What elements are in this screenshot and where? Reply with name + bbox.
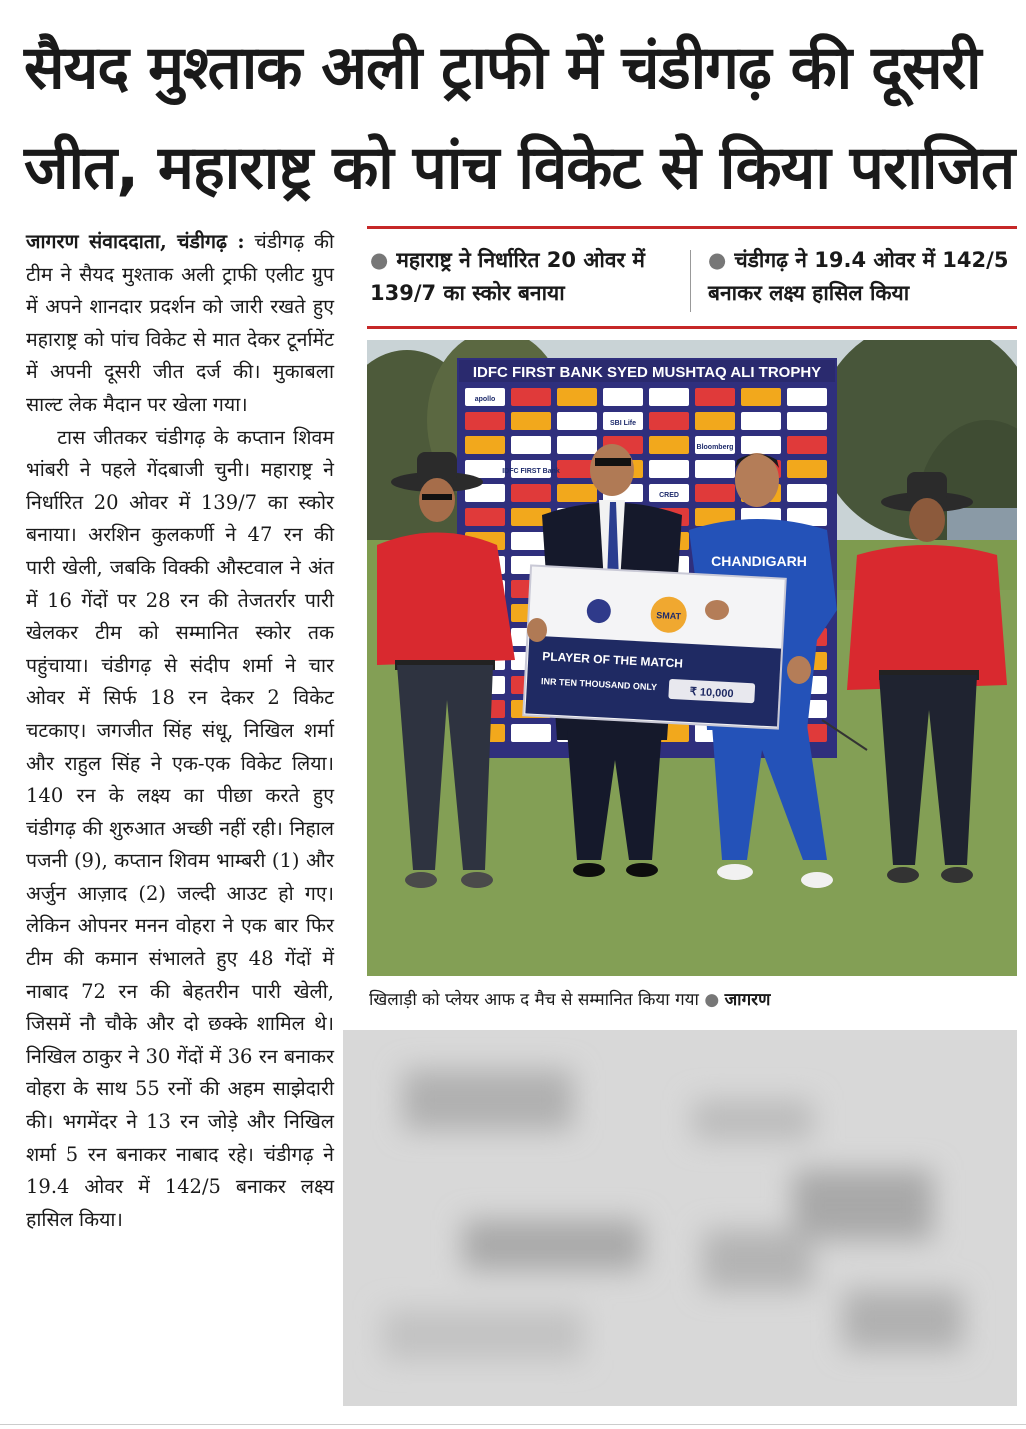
article-paragraph-2: टास जीतकर चंडीगढ़ के कप्तान शिवम भांबरी ने पहले गेंदबाजी चुनी। महाराष्ट्र ने निर्धारित 20 ओवर में 139/7 का स्कोर बनाया। अरशिन कुलकर्णी ने 47 रन की पारी खेली, जबकि विक्की औस्टवाल ने अंत में 16 गेंदों पर 28 रन की तेजतर्रार पारी खेलकर टीम को सम्मानित स्कोर तक पहुंचाया। चंडीगढ़ से संदीप शर्मा ने चार ओवर में सिर्फ 18 रन देकर 2 विकेट चटकाए। जगजीत सिंह संधू, निखिल शर्मा और राहुल सिंह ने एक-एक विकेट लिया। 140 रन के लक्ष्य का पीछा करते हुए चंडीगढ़ की शुरुआत अच्छी नहीं रही। निहाल पजनी (9), कप्तान शिवम भाम्बरी (1) और अर्जुन आज़ाद (2) जल्दी आउट हो गए। लेकिन ओपनर मनन वोहरा ने एक बार फिर टीम की कमान संभालते हुए 48 गेंदों में नाबाद 72 रन की बेहतरीन पारी खेली, जिसमें नौ चौके और दो छक्के शामिल थे। निखिल ठाकुर ने 30 गेंदों में 36 रन बनाकर वोहरा के साथ 55 रनों की अहम साझेदारी की। भगमेंदर ने 13 रन जोड़े और निखिल शर्मा 5 रन बनाकर नाबाद रहे। चंडीगढ़ ने 19.4 ओवर में 142/5 बनाकर लक्ष्य हासिल किया। xyxy=(26,425,334,1231)
headline-line-2: जीत, महाराष्ट्र को पांच विकेट से किया पराजित xyxy=(24,133,1015,203)
sponsor-logo-tile xyxy=(787,412,827,430)
sponsor-logo-tile xyxy=(649,460,689,478)
jersey-text: CHANDIGARH xyxy=(711,553,807,569)
sponsor-logo-tile xyxy=(511,388,551,406)
sponsor-logo-tile xyxy=(695,484,735,502)
sponsor-logo-label: IDFC FIRST Bank xyxy=(502,468,560,475)
sponsor-logo-tile xyxy=(465,508,505,526)
highlight-item-1 xyxy=(370,244,680,310)
bullet-icon: ● xyxy=(708,248,727,272)
photo-caption xyxy=(369,988,1019,1012)
backdrop-title: IDFC FIRST BANK SYED MUSHTAQ ALI TROPHY xyxy=(472,364,822,381)
sponsor-logo-tile xyxy=(557,436,597,454)
sponsor-logo-tile xyxy=(557,388,597,406)
sponsor-logo-label: CRED xyxy=(659,492,679,499)
sponsor-logo-tile xyxy=(787,388,827,406)
sponsor-logo-tile xyxy=(695,388,735,406)
sponsor-logo-label: SBI Life xyxy=(609,420,637,427)
cheque-amount: ₹ 10,000 xyxy=(689,685,734,701)
highlight-text-1: महाराष्ट्र ने निर्धारित 20 ओवर में 139/7 का स्कोर बनाया xyxy=(370,248,645,305)
sponsor-logo-tile xyxy=(465,436,505,454)
sponsor-logo-tile xyxy=(787,436,827,454)
sponsor-logo-tile xyxy=(695,412,735,430)
caption-bullet: ● xyxy=(704,990,720,1010)
cheque-words: INR TEN THOUSAND ONLY xyxy=(540,676,658,693)
highlights-bottom-rule xyxy=(367,326,1017,329)
article-body xyxy=(26,226,334,1236)
sponsor-logo-tile xyxy=(557,412,597,430)
highlights-top-rule xyxy=(367,226,1017,229)
photo-illustration xyxy=(367,340,1017,976)
sponsor-logo-tile xyxy=(557,484,597,502)
photo-credit: जागरण xyxy=(724,990,771,1010)
sponsor-logo-tile xyxy=(511,436,551,454)
caption-text: खिलाड़ी को प्लेयर आफ द मैच से सम्मानित किया गया xyxy=(369,990,699,1010)
bullet-icon: ● xyxy=(370,248,389,272)
highlight-item-2 xyxy=(708,244,1018,310)
sponsor-logo-tile xyxy=(465,412,505,430)
sponsor-logo-tile xyxy=(787,484,827,502)
sponsor-logo-tile xyxy=(695,460,735,478)
sponsor-logo-tile xyxy=(511,412,551,430)
byline: जागरण संवाददाता, चंडीगढ़ : xyxy=(26,230,245,253)
page-bottom-rule xyxy=(0,1424,1026,1425)
headline-line-1: सैयद मुश्ताक अली ट्राफी में चंडीगढ़ की दूसरी xyxy=(24,33,981,103)
cheque-logo-text: SMAT xyxy=(655,610,682,622)
article-paragraph-1-text: चंडीगढ़ की टीम ने सैयद मुश्ताक अली ट्राफी एलीट ग्रुप में अपने शानदार प्रदर्शन को जारी रखते हुए महाराष्ट्र को पांच विकेट से मात देकर टूर्नामेंट में अपनी दूसरी जीत दर्ज की। मुकाबला साल्ट लेक मैदान पर खेला गया। xyxy=(26,230,334,416)
sponsor-logo-tile xyxy=(511,484,551,502)
sponsor-logo-tile xyxy=(649,388,689,406)
sponsor-logo-label: Bloomberg xyxy=(696,444,734,451)
sponsor-logo-tile xyxy=(603,388,643,406)
sponsor-logo-tile xyxy=(787,460,827,478)
highlights-divider xyxy=(690,250,691,312)
article-paragraph-1 xyxy=(26,226,334,422)
cheque-title: PLAYER OF THE MATCH xyxy=(542,649,684,671)
headline xyxy=(24,18,1015,218)
sponsor-logo-tile xyxy=(741,436,781,454)
prize-cheque xyxy=(523,565,786,728)
sponsor-logo-tile xyxy=(741,388,781,406)
highlight-text-2: चंडीगढ़ ने 19.4 ओवर में 142/5 बनाकर लक्ष्य हासिल किया xyxy=(708,248,1009,305)
sponsor-logo-tile xyxy=(649,412,689,430)
sponsor-logo-tile xyxy=(649,436,689,454)
sponsor-logo-label: apollo xyxy=(474,396,496,403)
blurred-advertisement xyxy=(343,1030,1017,1406)
sponsor-logo-tile xyxy=(741,412,781,430)
news-photo xyxy=(367,340,1017,976)
sponsor-logo-tile xyxy=(511,724,551,742)
